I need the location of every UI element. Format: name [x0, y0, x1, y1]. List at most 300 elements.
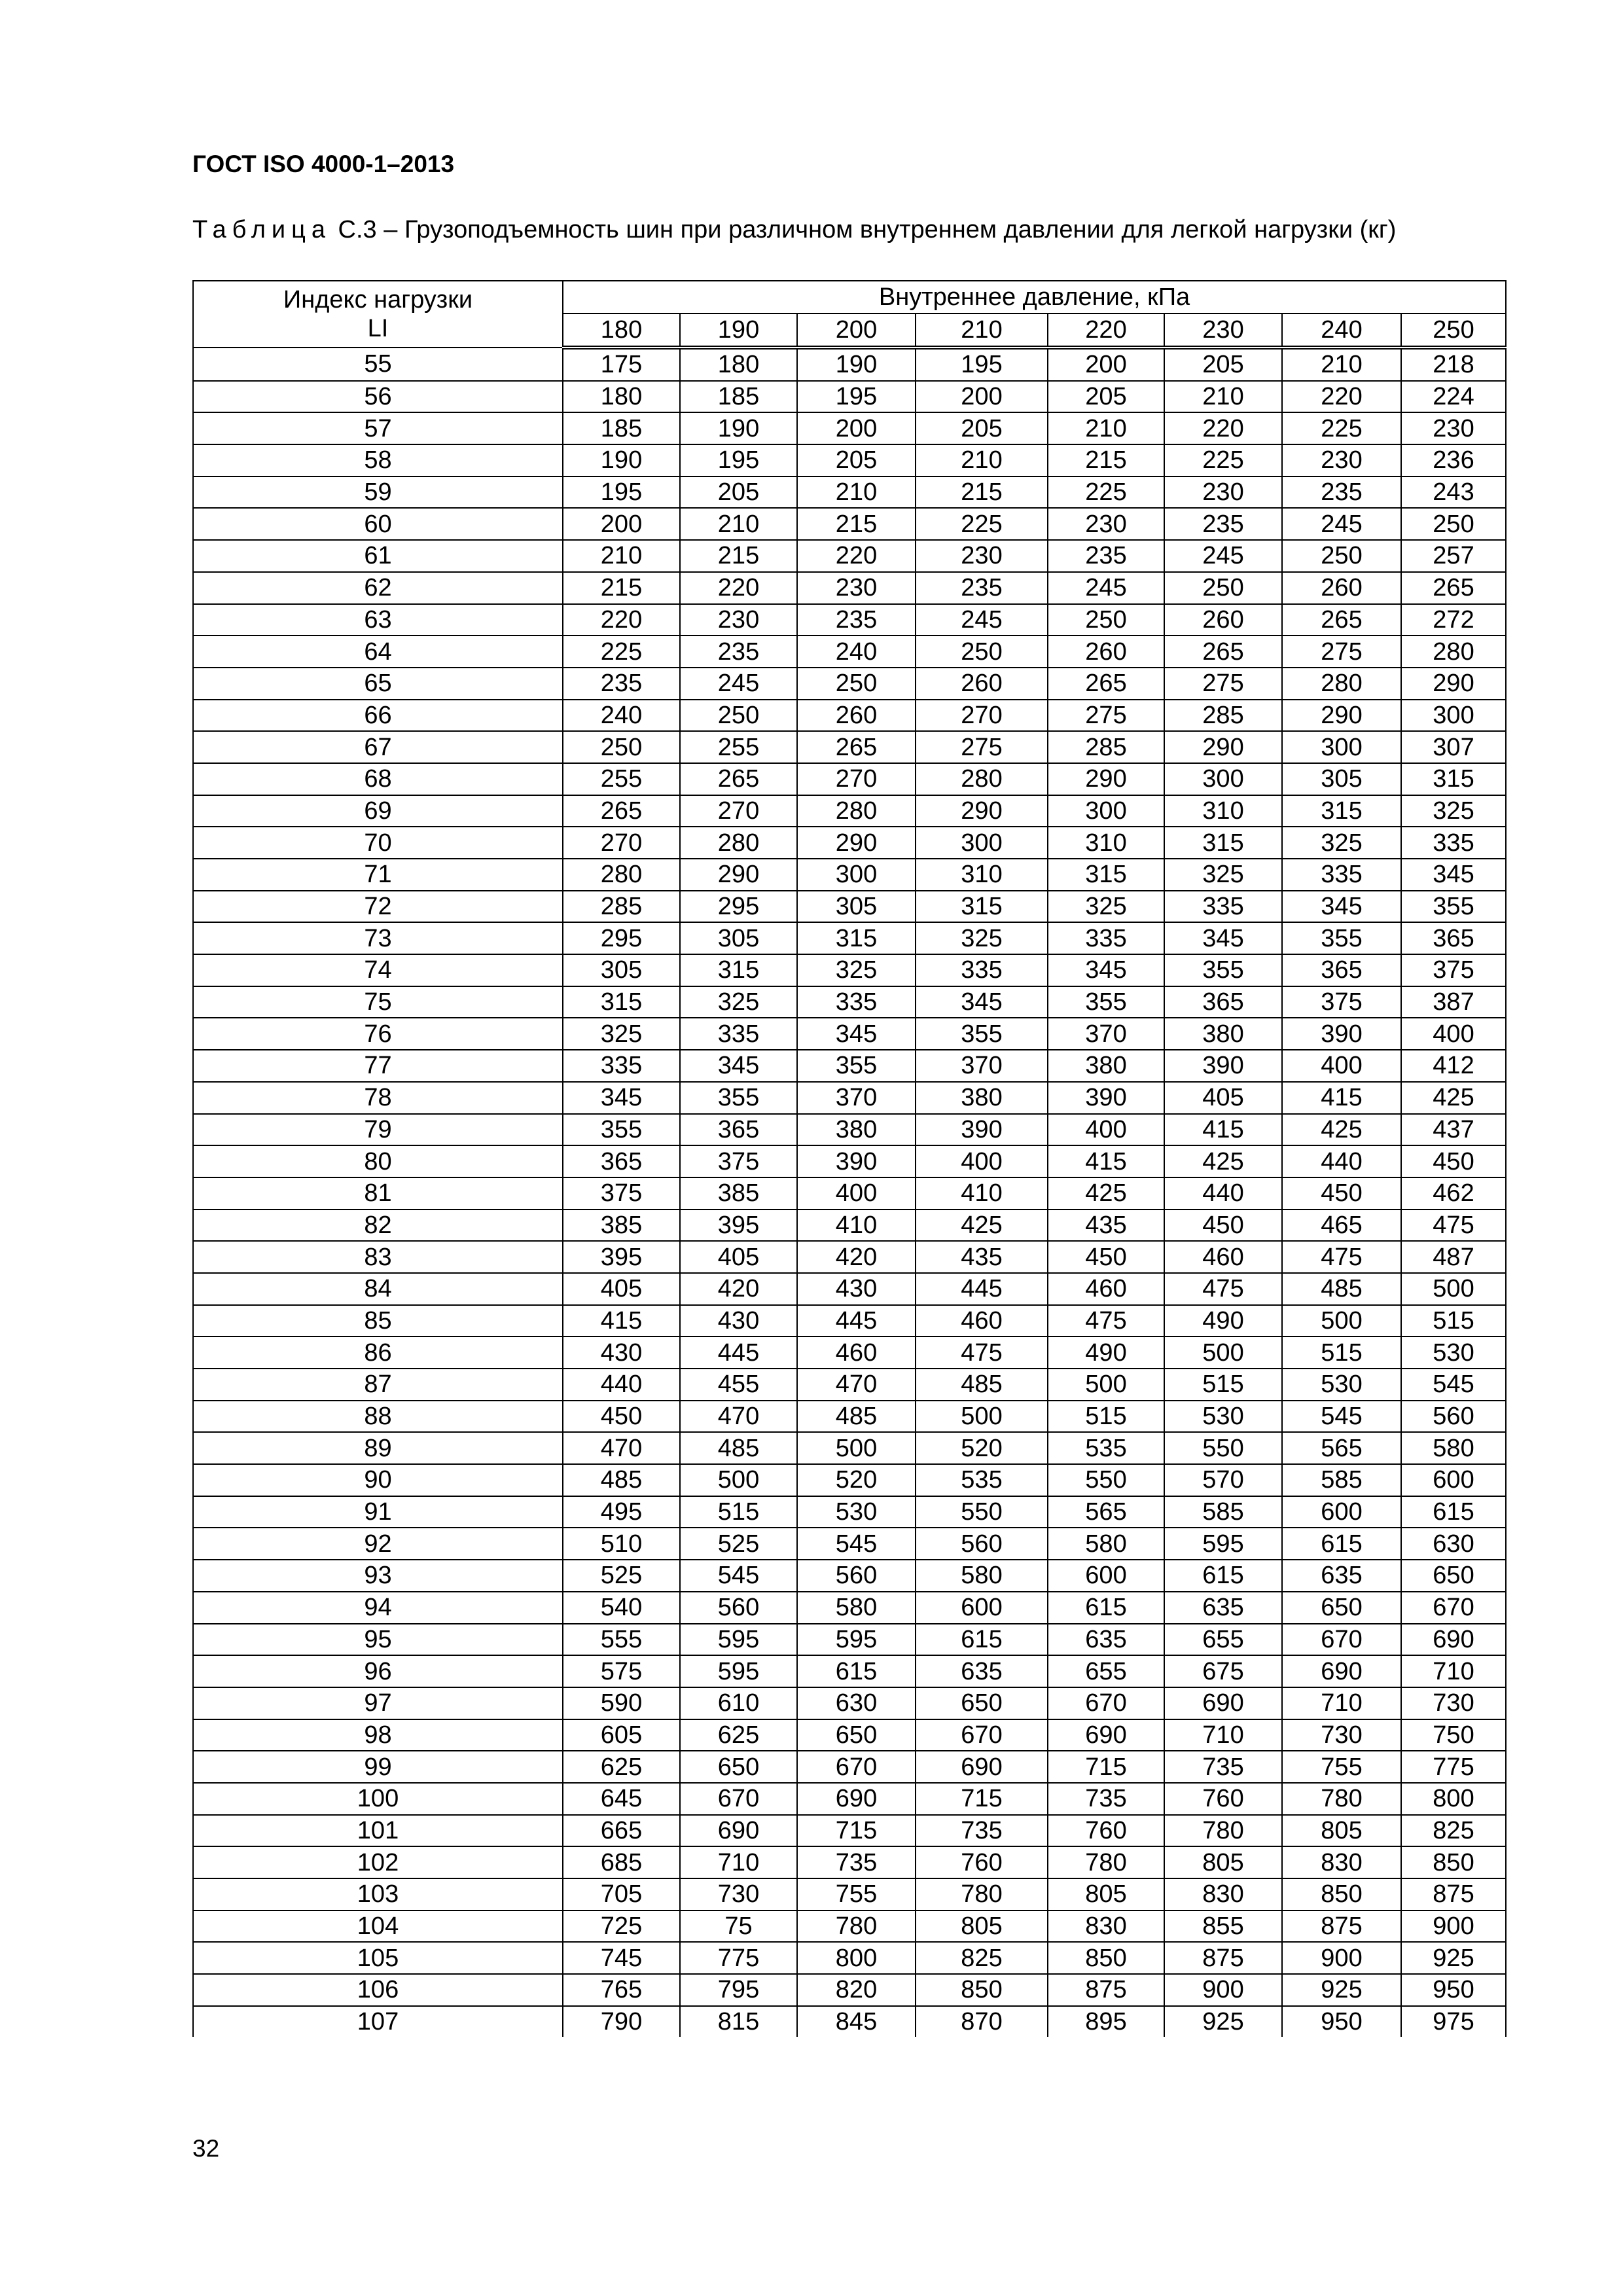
load-capacity-cell: 575 — [563, 1655, 680, 1687]
load-capacity-cell: 210 — [1048, 412, 1164, 444]
load-index-cell: 99 — [193, 1751, 563, 1783]
load-capacity-cell: 190 — [563, 444, 680, 476]
load-capacity-cell: 355 — [1164, 954, 1282, 986]
load-capacity-cell: 355 — [563, 1114, 680, 1146]
load-capacity-cell: 415 — [1048, 1145, 1164, 1177]
load-capacity-cell: 385 — [680, 1177, 797, 1210]
load-capacity-cell: 470 — [797, 1369, 916, 1401]
load-capacity-cell: 250 — [1401, 508, 1506, 540]
table-row — [193, 1210, 1506, 1242]
load-capacity-cell: 295 — [680, 891, 797, 923]
load-capacity-cell: 220 — [680, 572, 797, 604]
table-caption-label: Таблица — [192, 216, 331, 243]
load-capacity-cell: 790 — [563, 2006, 680, 2037]
load-capacity-cell: 515 — [680, 1496, 797, 1528]
load-capacity-cell: 475 — [1048, 1305, 1164, 1337]
load-capacity-cell: 780 — [797, 1910, 916, 1943]
load-capacity-cell: 645 — [563, 1783, 680, 1815]
load-capacity-cell: 180 — [563, 381, 680, 413]
load-capacity-cell: 243 — [1401, 476, 1506, 509]
load-capacity-cell: 850 — [916, 1974, 1048, 2006]
load-index-cell: 107 — [193, 2006, 563, 2037]
load-capacity-cell: 310 — [1164, 795, 1282, 827]
load-capacity-cell: 655 — [1048, 1655, 1164, 1687]
load-capacity-cell: 280 — [797, 795, 916, 827]
load-capacity-cell: 290 — [680, 859, 797, 891]
load-index-header-label: Индекс нагрузки — [283, 286, 473, 314]
load-capacity-cell: 715 — [797, 1815, 916, 1847]
load-capacity-cell: 715 — [1048, 1751, 1164, 1783]
load-capacity-cell: 530 — [1401, 1336, 1506, 1369]
load-capacity-cell: 230 — [680, 604, 797, 636]
load-index-cell: 65 — [193, 668, 563, 700]
load-capacity-cell: 465 — [1282, 1210, 1401, 1242]
load-capacity-cell: 370 — [797, 1082, 916, 1114]
load-capacity-cell: 845 — [797, 2006, 916, 2037]
load-capacity-cell: 300 — [1164, 763, 1282, 795]
load-capacity-cell: 230 — [797, 572, 916, 604]
load-capacity-cell: 500 — [680, 1464, 797, 1496]
load-capacity-cell: 800 — [797, 1942, 916, 1974]
load-capacity-cell: 630 — [797, 1687, 916, 1719]
load-capacity-cell: 345 — [1401, 859, 1506, 891]
table-row — [193, 986, 1506, 1018]
load-capacity-cell: 250 — [680, 700, 797, 732]
load-capacity-cell: 270 — [797, 763, 916, 795]
load-capacity-cell: 355 — [680, 1082, 797, 1114]
load-capacity-cell: 690 — [1048, 1719, 1164, 1751]
load-capacity-cell: 690 — [797, 1783, 916, 1815]
load-capacity-cell: 585 — [1164, 1496, 1282, 1528]
load-capacity-cell: 805 — [1282, 1815, 1401, 1847]
load-capacity-cell: 710 — [1164, 1719, 1282, 1751]
load-capacity-cell: 250 — [1164, 572, 1282, 604]
load-capacity-cell: 545 — [1401, 1369, 1506, 1401]
load-capacity-cell: 900 — [1401, 1910, 1506, 1943]
load-index-cell: 79 — [193, 1114, 563, 1146]
load-capacity-cell: 290 — [1282, 700, 1401, 732]
load-capacity-cell: 195 — [680, 444, 797, 476]
load-index-cell: 104 — [193, 1910, 563, 1943]
load-capacity-table — [192, 280, 1507, 2037]
load-capacity-cell: 305 — [680, 922, 797, 954]
load-capacity-cell: 285 — [1164, 700, 1282, 732]
table-row — [193, 1560, 1506, 1592]
load-capacity-cell: 580 — [916, 1560, 1048, 1592]
table-row — [193, 922, 1506, 954]
load-capacity-cell: 335 — [680, 1018, 797, 1050]
table-row — [193, 1719, 1506, 1751]
load-capacity-cell: 425 — [1164, 1145, 1282, 1177]
load-capacity-cell: 795 — [680, 1974, 797, 2006]
load-capacity-cell: 230 — [1048, 508, 1164, 540]
load-capacity-cell: 830 — [1164, 1878, 1282, 1910]
load-index-cell: 60 — [193, 508, 563, 540]
load-capacity-cell: 315 — [1282, 795, 1401, 827]
load-capacity-cell: 570 — [1164, 1464, 1282, 1496]
load-capacity-cell: 272 — [1401, 604, 1506, 636]
load-capacity-cell: 800 — [1401, 1783, 1506, 1815]
table-body — [193, 348, 1506, 2037]
load-capacity-cell: 375 — [680, 1145, 797, 1177]
load-capacity-cell: 325 — [1282, 827, 1401, 859]
load-capacity-cell: 245 — [916, 604, 1048, 636]
load-capacity-cell: 815 — [680, 2006, 797, 2037]
table-row — [193, 1751, 1506, 1783]
load-capacity-cell: 225 — [1282, 412, 1401, 444]
load-capacity-cell: 445 — [797, 1305, 916, 1337]
load-index-cell: 77 — [193, 1050, 563, 1082]
load-capacity-cell: 210 — [916, 444, 1048, 476]
load-capacity-cell: 690 — [916, 1751, 1048, 1783]
load-capacity-cell: 230 — [1401, 412, 1506, 444]
load-capacity-cell: 755 — [797, 1878, 916, 1910]
load-capacity-cell: 195 — [563, 476, 680, 509]
load-capacity-cell: 390 — [1282, 1018, 1401, 1050]
load-capacity-cell: 630 — [1401, 1528, 1506, 1560]
load-capacity-cell: 325 — [916, 922, 1048, 954]
load-capacity-cell: 305 — [563, 954, 680, 986]
load-capacity-cell: 325 — [797, 954, 916, 986]
load-capacity-cell: 525 — [680, 1528, 797, 1560]
load-capacity-cell: 830 — [1048, 1910, 1164, 1943]
load-capacity-cell: 875 — [1164, 1942, 1282, 1974]
load-index-cell: 70 — [193, 827, 563, 859]
load-capacity-cell: 205 — [916, 412, 1048, 444]
load-capacity-cell: 390 — [916, 1114, 1048, 1146]
load-index-cell: 75 — [193, 986, 563, 1018]
load-capacity-cell: 405 — [1164, 1082, 1282, 1114]
load-capacity-cell: 675 — [1164, 1655, 1282, 1687]
document-code: ГОСТ ISO 4000-1–2013 — [192, 151, 455, 177]
load-capacity-cell: 310 — [916, 859, 1048, 891]
load-capacity-cell: 735 — [1164, 1751, 1282, 1783]
load-index-cell: 61 — [193, 540, 563, 572]
load-index-cell: 62 — [193, 572, 563, 604]
load-capacity-cell: 535 — [916, 1464, 1048, 1496]
load-index-cell: 95 — [193, 1624, 563, 1656]
load-capacity-cell: 265 — [1164, 636, 1282, 668]
load-capacity-cell: 290 — [916, 795, 1048, 827]
load-capacity-cell: 425 — [1401, 1082, 1506, 1114]
load-capacity-cell: 290 — [1401, 668, 1506, 700]
load-capacity-cell: 400 — [1282, 1050, 1401, 1082]
pressure-column-header: 190 — [680, 314, 797, 348]
load-capacity-cell: 375 — [1282, 986, 1401, 1018]
table-row — [193, 1401, 1506, 1433]
pressure-column-header: 250 — [1401, 314, 1506, 348]
table-row — [193, 1050, 1506, 1082]
load-capacity-cell: 345 — [1164, 922, 1282, 954]
load-capacity-cell: 265 — [797, 731, 916, 763]
load-capacity-cell: 345 — [797, 1018, 916, 1050]
load-capacity-cell: 425 — [916, 1210, 1048, 1242]
load-capacity-cell: 210 — [1164, 381, 1282, 413]
load-capacity-cell: 585 — [1282, 1464, 1401, 1496]
page-number: 32 — [192, 2135, 220, 2162]
load-capacity-cell: 300 — [1401, 700, 1506, 732]
table-row — [193, 348, 1506, 381]
load-capacity-cell: 685 — [563, 1846, 680, 1878]
load-capacity-cell: 625 — [680, 1719, 797, 1751]
load-capacity-cell: 450 — [1164, 1210, 1282, 1242]
load-capacity-cell: 780 — [1164, 1815, 1282, 1847]
load-capacity-cell: 345 — [1282, 891, 1401, 923]
load-capacity-cell: 235 — [1164, 508, 1282, 540]
load-capacity-cell: 225 — [1164, 444, 1282, 476]
load-capacity-cell: 870 — [916, 2006, 1048, 2037]
load-index-cell: 58 — [193, 444, 563, 476]
load-capacity-cell: 257 — [1401, 540, 1506, 572]
load-index-cell: 64 — [193, 636, 563, 668]
load-index-cell: 88 — [193, 1401, 563, 1433]
load-capacity-cell: 460 — [916, 1305, 1048, 1337]
load-capacity-cell: 265 — [1401, 572, 1506, 604]
load-capacity-cell: 510 — [563, 1528, 680, 1560]
load-capacity-cell: 550 — [916, 1496, 1048, 1528]
pressure-column-header: 210 — [916, 314, 1048, 348]
load-capacity-cell: 950 — [1282, 2006, 1401, 2037]
load-capacity-cell: 235 — [563, 668, 680, 700]
load-capacity-cell: 780 — [1048, 1846, 1164, 1878]
load-capacity-cell: 195 — [797, 381, 916, 413]
table-row — [193, 1177, 1506, 1210]
load-capacity-cell: 500 — [1048, 1369, 1164, 1401]
table-row — [193, 1846, 1506, 1878]
load-capacity-cell: 365 — [563, 1145, 680, 1177]
load-capacity-cell: 565 — [1282, 1432, 1401, 1464]
load-capacity-cell: 490 — [1164, 1305, 1282, 1337]
load-capacity-cell: 760 — [1164, 1783, 1282, 1815]
table-row — [193, 604, 1506, 636]
load-capacity-cell: 710 — [1401, 1655, 1506, 1687]
load-capacity-cell: 315 — [797, 922, 916, 954]
load-capacity-cell: 420 — [680, 1273, 797, 1305]
load-capacity-cell: 485 — [916, 1369, 1048, 1401]
load-capacity-cell: 670 — [916, 1719, 1048, 1751]
load-capacity-cell: 225 — [1048, 476, 1164, 509]
load-capacity-cell: 850 — [1282, 1878, 1401, 1910]
load-capacity-cell: 487 — [1401, 1241, 1506, 1273]
load-capacity-cell: 460 — [1164, 1241, 1282, 1273]
load-capacity-cell: 280 — [563, 859, 680, 891]
table-caption-text: С.3 – Грузоподъемность шин при различном внутреннем давлении для легкой нагрузки (кг) — [331, 216, 1397, 243]
load-capacity-cell: 410 — [797, 1210, 916, 1242]
load-capacity-cell: 760 — [916, 1846, 1048, 1878]
load-capacity-cell: 650 — [1401, 1560, 1506, 1592]
table-row — [193, 381, 1506, 413]
load-capacity-cell: 335 — [797, 986, 916, 1018]
load-capacity-cell: 355 — [916, 1018, 1048, 1050]
load-capacity-cell: 475 — [1164, 1273, 1282, 1305]
load-capacity-cell: 295 — [563, 922, 680, 954]
load-capacity-cell: 270 — [916, 700, 1048, 732]
load-capacity-cell: 365 — [1401, 922, 1506, 954]
load-capacity-cell: 670 — [1401, 1592, 1506, 1624]
load-capacity-cell: 635 — [1282, 1560, 1401, 1592]
load-capacity-cell: 500 — [916, 1401, 1048, 1433]
pressure-column-header: 200 — [797, 314, 916, 348]
load-capacity-cell: 305 — [797, 891, 916, 923]
load-capacity-cell: 560 — [797, 1560, 916, 1592]
load-capacity-cell: 300 — [916, 827, 1048, 859]
load-capacity-cell: 335 — [1282, 859, 1401, 891]
load-index-cell: 96 — [193, 1655, 563, 1687]
load-capacity-cell: 485 — [797, 1401, 916, 1433]
load-capacity-cell: 450 — [1401, 1145, 1506, 1177]
load-capacity-cell: 236 — [1401, 444, 1506, 476]
load-capacity-cell: 280 — [916, 763, 1048, 795]
load-capacity-cell: 325 — [680, 986, 797, 1018]
load-capacity-cell: 550 — [1164, 1432, 1282, 1464]
load-capacity-cell: 265 — [680, 763, 797, 795]
load-index-cell: 97 — [193, 1687, 563, 1719]
load-capacity-cell: 470 — [563, 1432, 680, 1464]
load-capacity-cell: 805 — [1164, 1846, 1282, 1878]
load-capacity-cell: 500 — [1401, 1273, 1506, 1305]
load-capacity-cell: 855 — [1164, 1910, 1282, 1943]
table-header-row — [193, 281, 1506, 314]
load-index-cell: 59 — [193, 476, 563, 509]
load-capacity-cell: 730 — [1401, 1687, 1506, 1719]
load-capacity-cell: 75 — [680, 1910, 797, 1943]
load-capacity-cell: 560 — [916, 1528, 1048, 1560]
load-capacity-cell: 180 — [680, 348, 797, 381]
load-capacity-cell: 345 — [563, 1082, 680, 1114]
load-capacity-cell: 445 — [680, 1336, 797, 1369]
load-capacity-cell: 220 — [1164, 412, 1282, 444]
table-row — [193, 1336, 1506, 1369]
load-capacity-cell: 200 — [563, 508, 680, 540]
table-row — [193, 1369, 1506, 1401]
load-capacity-cell: 655 — [1164, 1624, 1282, 1656]
load-capacity-cell: 310 — [1048, 827, 1164, 859]
pressure-column-header: 220 — [1048, 314, 1164, 348]
load-capacity-cell: 415 — [563, 1305, 680, 1337]
load-capacity-cell: 390 — [1048, 1082, 1164, 1114]
load-capacity-cell: 520 — [916, 1432, 1048, 1464]
table-row — [193, 1624, 1506, 1656]
pressure-column-header: 230 — [1164, 314, 1282, 348]
load-capacity-cell: 275 — [1048, 700, 1164, 732]
table-row — [193, 1114, 1506, 1146]
load-capacity-cell: 230 — [1282, 444, 1401, 476]
load-capacity-cell: 400 — [797, 1177, 916, 1210]
load-capacity-cell: 545 — [1282, 1401, 1401, 1433]
load-capacity-cell: 875 — [1048, 1974, 1164, 2006]
load-capacity-cell: 280 — [1401, 636, 1506, 668]
load-capacity-cell: 315 — [1401, 763, 1506, 795]
load-capacity-cell: 255 — [563, 763, 680, 795]
load-capacity-cell: 355 — [1048, 986, 1164, 1018]
load-index-cell: 57 — [193, 412, 563, 444]
load-capacity-cell: 475 — [1401, 1210, 1506, 1242]
load-index-cell: 81 — [193, 1177, 563, 1210]
load-capacity-cell: 515 — [1401, 1305, 1506, 1337]
table-row — [193, 1273, 1506, 1305]
table-row — [193, 700, 1506, 732]
load-capacity-cell: 615 — [916, 1624, 1048, 1656]
load-capacity-cell: 615 — [797, 1655, 916, 1687]
load-capacity-cell: 530 — [1164, 1401, 1282, 1433]
load-capacity-cell: 450 — [1282, 1177, 1401, 1210]
load-capacity-cell: 650 — [797, 1719, 916, 1751]
load-capacity-cell: 430 — [680, 1305, 797, 1337]
table-row — [193, 412, 1506, 444]
load-capacity-cell: 260 — [1164, 604, 1282, 636]
load-capacity-cell: 595 — [1164, 1528, 1282, 1560]
load-capacity-cell: 365 — [680, 1114, 797, 1146]
load-capacity-cell: 565 — [1048, 1496, 1164, 1528]
load-capacity-cell: 215 — [1048, 444, 1164, 476]
load-capacity-cell: 390 — [1164, 1050, 1282, 1082]
table-row — [193, 1687, 1506, 1719]
load-capacity-cell: 210 — [1282, 348, 1401, 381]
load-index-cell: 78 — [193, 1082, 563, 1114]
table-row — [193, 891, 1506, 923]
table-row — [193, 1942, 1506, 1974]
load-capacity-cell: 210 — [563, 540, 680, 572]
load-capacity-cell: 670 — [680, 1783, 797, 1815]
load-capacity-cell: 900 — [1282, 1942, 1401, 1974]
load-capacity-cell: 825 — [1401, 1815, 1506, 1847]
load-capacity-cell: 345 — [1048, 954, 1164, 986]
load-capacity-cell: 805 — [916, 1910, 1048, 1943]
load-capacity-cell: 250 — [563, 731, 680, 763]
load-capacity-cell: 615 — [1048, 1592, 1164, 1624]
load-capacity-cell: 440 — [563, 1369, 680, 1401]
load-capacity-cell: 730 — [680, 1878, 797, 1910]
load-capacity-cell: 405 — [563, 1273, 680, 1305]
load-capacity-cell: 410 — [916, 1177, 1048, 1210]
load-index-cell: 83 — [193, 1241, 563, 1273]
load-capacity-cell: 240 — [797, 636, 916, 668]
load-capacity-cell: 210 — [797, 476, 916, 509]
load-capacity-cell: 290 — [1164, 731, 1282, 763]
load-capacity-cell: 925 — [1282, 1974, 1401, 2006]
load-capacity-cell: 205 — [797, 444, 916, 476]
table-row — [193, 1878, 1506, 1910]
load-index-cell: 103 — [193, 1878, 563, 1910]
load-capacity-cell: 405 — [680, 1241, 797, 1273]
load-capacity-cell: 225 — [563, 636, 680, 668]
load-capacity-cell: 275 — [1282, 636, 1401, 668]
load-capacity-cell: 450 — [1048, 1241, 1164, 1273]
load-capacity-cell: 650 — [1282, 1592, 1401, 1624]
load-capacity-cell: 535 — [1048, 1432, 1164, 1464]
table-row — [193, 827, 1506, 859]
load-capacity-cell: 595 — [680, 1655, 797, 1687]
load-capacity-cell: 260 — [1048, 636, 1164, 668]
load-capacity-cell: 395 — [563, 1241, 680, 1273]
load-index-cell: 69 — [193, 795, 563, 827]
load-capacity-cell: 615 — [1282, 1528, 1401, 1560]
load-index-cell: 71 — [193, 859, 563, 891]
load-capacity-cell: 275 — [916, 731, 1048, 763]
load-capacity-cell: 650 — [680, 1751, 797, 1783]
load-capacity-cell: 950 — [1401, 1974, 1506, 2006]
load-capacity-cell: 400 — [1048, 1114, 1164, 1146]
load-capacity-cell: 210 — [680, 508, 797, 540]
load-capacity-cell: 515 — [1282, 1336, 1401, 1369]
load-index-cell: 105 — [193, 1942, 563, 1974]
table-row — [193, 1464, 1506, 1496]
load-index-cell: 67 — [193, 731, 563, 763]
load-capacity-cell: 650 — [916, 1687, 1048, 1719]
load-capacity-cell: 220 — [1282, 381, 1401, 413]
load-capacity-cell: 335 — [916, 954, 1048, 986]
load-capacity-cell: 735 — [916, 1815, 1048, 1847]
